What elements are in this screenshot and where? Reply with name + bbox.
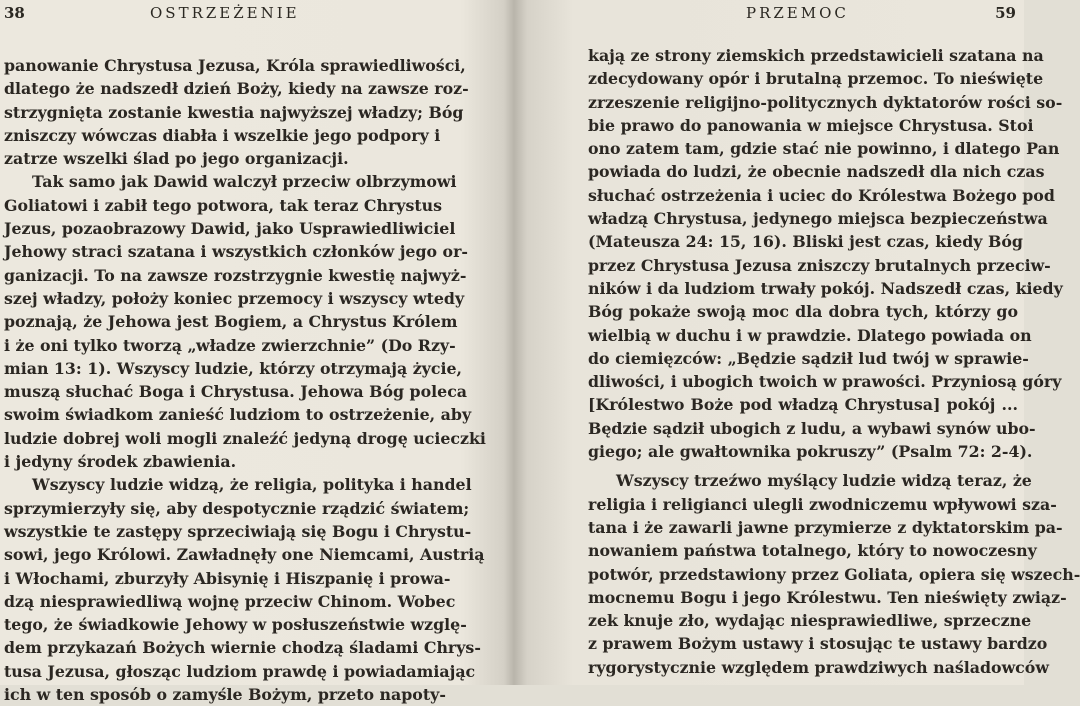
right-page-header [522,4,1024,30]
text-line: mian 13: 1). Wszyscy ludzie, którzy otrzymają życie, [4,358,463,378]
text-line: Wszyscy ludzie widzą, że religia, polityka i handel [32,475,472,495]
text-line: zniszczy wówczas diabła i wszelkie jego podpory i [4,125,441,145]
text-line: tego, że świadkowie Jehowy w posłuszeństwie wzglę- [4,615,467,635]
text-line: zek knuje zło, wydając niesprawiedliwe, sprzeczne [588,611,1032,631]
text-line: Jehowy straci szatana i wszystkich członków jego or- [4,242,468,262]
text-line: do ciemięzców: „Będzie sądził lud twój w sprawie- [588,348,1029,368]
text-line: zatrze wszelki ślad po jego organizacji. [4,149,349,169]
text-line: sowi, jego Królowi. Zawładnęły one Niemcami, Austrią [4,545,485,565]
text-line: ono zatem tam, gdzie stać nie powinno, i dlatego Pan [588,139,1060,159]
text-line: zdecydowany opór i brutalną przemoc. To nieświęte [588,69,1044,89]
text-line: Tak samo jak Dawid walczył przeciw olbrzymowi [32,172,457,192]
text-line: ganizacji. To na zawsze rozstrzygnie kwestię najwyż- [4,265,467,285]
text-line: słuchać ostrzeżenia i uciec do Królestwa Bożego pod [588,185,1055,205]
text-line: poznają, że Jehowa jest Bogiem, a Chrystus Królem [4,312,458,332]
right-page [522,0,1080,685]
text-line: szej władzy, położy koniec przemocy i wszyscy wtedy [4,288,465,308]
text-line: Będzie sądził ubogich z ludu, a wybawi synów ubo- [588,418,1036,438]
running-title: OSTRZEŻENIE [150,4,300,22]
text-line: muszą słuchać Boga i Chrystusa. Jehowa Bóg poleca [4,382,468,402]
text-line: zrzeszenie religijno-politycznych dyktatorów rości so- [588,92,1063,112]
text-line: strzygnięta zostanie kwestia najwyższej władzy; Bóg [4,102,464,122]
text-line: potwór, przedstawiony przez Goliata, opiera się wszech- [588,564,1080,584]
text-line: [Królestwo Boże pod władzą Chrystusa] pokój ... [588,395,1018,415]
left-page-header [0,4,500,30]
text-line: dzą niesprawiedliwą wojnę przeciw Chinom. Wobec [4,591,456,611]
text-line: z prawem Bożym ustawy i stosując te ustawy bardzo [588,634,1048,654]
running-title: PRZEMOC [746,4,849,22]
text-line: ludzie dobrej woli mogli znaleźć jedyną drogę ucieczki [4,428,486,448]
text-line: religia i religianci ulegli zwodniczemu wpływowi sza- [588,494,1057,514]
text-line: Goliatowi i zabił tego potwora, tak teraz Chrystus [4,195,443,215]
text-line: przez Chrystusa Jezusa zniszczy brutalnych przeciw- [588,255,1051,275]
text-line: (Mateusza 24: 15, 16). Bliski jest czas, kiedy Bóg [588,232,1023,252]
left-page-body [4,54,486,706]
text-line: i że oni tylko tworzą „władze zwierzchnie” (Do Rzy- [4,335,456,355]
text-line: Bóg pokaże swoją moc dla dobra tych, którzy go [588,302,1018,322]
right-page-body [588,44,1080,679]
text-line: i Włochami, zburzyły Abisynię i Hiszpanię i prowa- [4,568,451,588]
left-page [0,0,500,705]
text-line: wszystkie te zastępy sprzeciwiają się Bogu i Chrystu- [4,521,472,541]
text-line: nowaniem państwa totalnego, który to nowoczesny [588,541,1037,561]
text-line: panowanie Chrystusa Jezusa, Króla sprawiedliwości, [4,56,466,75]
text-line: mocnemu Bogu i jego Królestwu. Ten nieświęty związ- [588,587,1067,607]
text-line: wielbią w duchu i w prawdzie. Dlatego powiada on [588,325,1032,345]
text-line: i jedyny środek zbawienia. [4,452,237,472]
text-line: dlatego że nadszedł dzień Boży, kiedy na zawsze roz- [4,79,469,99]
text-line: Wszyscy trzeźwo myślący ludzie widzą teraz, że [616,471,1032,491]
text-line: kają ze strony ziemskich przedstawicieli szatana na [588,46,1044,65]
text-line: tana i że zawarli jawne przymierze z dyktatorskim pa- [588,517,1063,537]
text-line: dliwości, i ubogich twoich w prawości. Przyniosą góry [588,372,1062,392]
text-line: Jezus, pozaobrazowy Dawid, jako Usprawiedliwiciel [4,219,456,239]
text-line: swoim świadkom zanieść ludziom to ostrzeżenie, aby [4,405,472,425]
text-line: ników i da ludziom trwały pokój. Nadszedł czas, kiedy [588,278,1063,298]
text-line: dem przykazań Bożych wiernie chodzą śladami Chrys- [4,638,481,658]
text-line: sprzymierzyły się, aby despotycznie rządzić światem; [4,498,470,518]
text-line: bie prawo do panowania w miejsce Chrystusa. Stoi [588,115,1034,135]
text-line: tusa Jezusa, głosząc ludziom prawdę i powiadamiając [4,661,476,681]
text-line: władzą Chrystusa, jedynego miejsca bezpieczeństwa [588,209,1048,229]
text-line: ich w ten sposób o zamyśle Bożym, przeto napoty- [4,685,446,705]
text-line: giego; ale gwałtownika pokruszy” (Psalm 72: 2-4). [588,442,1033,462]
text-line: powiada do ludzi, że obecnie nadszedł dla nich czas [588,162,1045,182]
page-number: 38 [4,4,25,22]
text-line: rygorystycznie względem prawdziwych naśladowców [588,657,1049,677]
page-number: 59 [995,4,1016,22]
